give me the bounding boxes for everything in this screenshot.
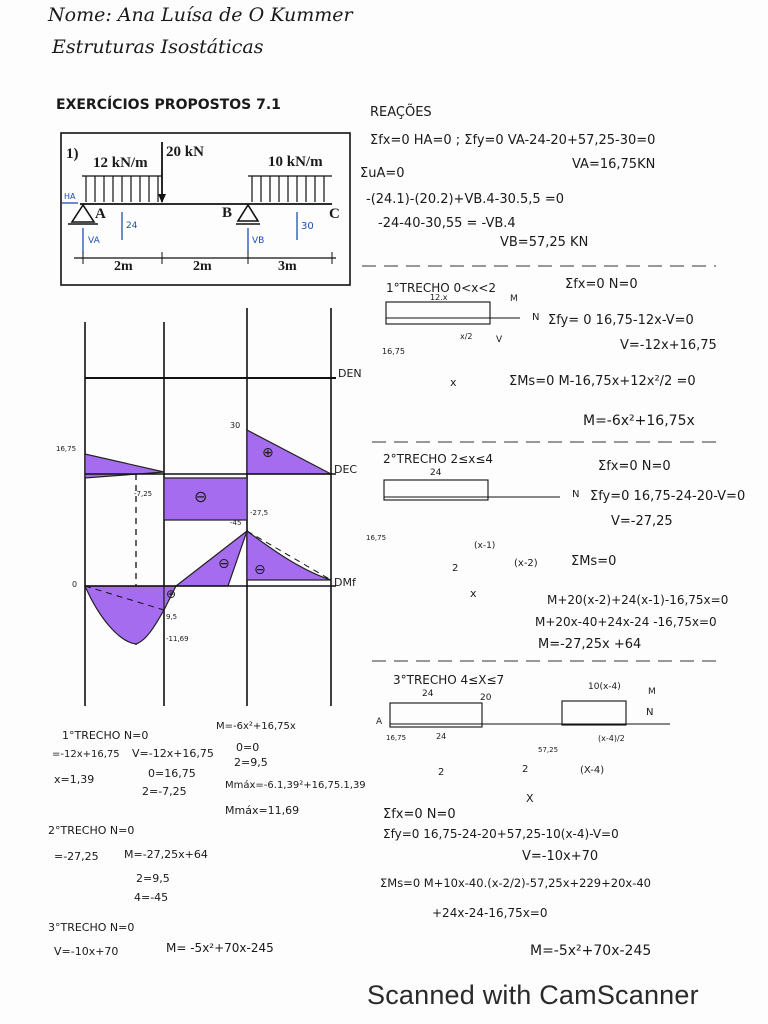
moment-1169-label: -11,69 xyxy=(166,635,189,643)
reactions-line-4: -(24.1)-(20.2)+VB.4-30.5,5 =0 xyxy=(366,192,565,207)
summary-t3-heading: 3°TRECHO N=0 xyxy=(48,921,135,934)
summary-t3-v: V=-10x+70 xyxy=(54,945,119,958)
trecho-2-eq1: M+20(x-2)+24(x-1)-16,75x=0 xyxy=(547,593,729,607)
dmf-region-1 xyxy=(85,586,164,644)
trecho-3-f24: 24 xyxy=(436,732,447,741)
trecho-3-load-24: 24 xyxy=(422,689,434,699)
reactions-line-5: -24-40-30,55 = -VB.4 xyxy=(378,216,516,231)
trecho-1-fy: Σfy= 0 16,75-12x-V=0 xyxy=(548,313,694,328)
dmf-positive-sign: ⊕ xyxy=(166,587,177,601)
trecho-2-ms: ΣMs=0 xyxy=(571,554,617,569)
course-subject: Estruturas Isostáticas xyxy=(52,36,264,58)
trecho-2-fx: Σfx=0 N=0 xyxy=(598,459,671,474)
trecho-2-two: 2 xyxy=(452,563,459,574)
distributed-load-left xyxy=(86,176,158,202)
summary-t1-m0: 0=0 xyxy=(236,741,260,754)
trecho-3-load-10: 10(x-4) xyxy=(588,682,621,692)
shear-45-label: -45 xyxy=(230,519,242,527)
trecho-3-n: N xyxy=(646,707,654,718)
summary-t1-x: x=1,39 xyxy=(54,773,95,786)
trecho-1-m: M=-6x²+16,75x xyxy=(583,413,695,429)
summary-t2-heading: 2°TRECHO N=0 xyxy=(48,824,135,837)
reactions-line-1: Σfx=0 HA=0 ; Σfy=0 VA-24-20+57,25-30=0 xyxy=(370,133,656,148)
summary-t1-m2: 2=9,5 xyxy=(234,756,268,769)
moment-0-label: 0 xyxy=(72,580,78,589)
trecho-3-mm: M xyxy=(648,687,656,697)
trecho-3-ms: ΣMs=0 M+10x-40.(x-2/2)-57,25x+229+20x-40 xyxy=(380,876,651,890)
summary-t1-mmax: Mmáx=-6.1,39²+16,75.1,39 xyxy=(225,780,366,791)
shear-2725-label: -27,5 xyxy=(250,509,269,517)
shear-30-label: 30 xyxy=(230,421,241,430)
trecho-1-heading: 1°TRECHO 0<x<2 xyxy=(386,281,497,295)
summary-t2-m: M=-27,25x+64 xyxy=(124,848,208,861)
summary-t1-v0: 0=16,75 xyxy=(148,767,196,780)
summary-t1-mmax2: Mmáx=11,69 xyxy=(225,804,300,817)
trecho-2-heading: 2°TRECHO 2≤x≤4 xyxy=(383,452,494,466)
reactions-heading: REAÇÕES xyxy=(370,105,432,120)
trecho-1-x: x xyxy=(450,376,457,389)
dec-region-3 xyxy=(247,430,331,474)
student-name: Nome: Ana Luísa de O Kummer xyxy=(48,4,353,26)
trecho-3-two-1: 2 xyxy=(438,767,445,778)
exercise-title: EXERCÍCIOS PROPOSTOS 7.1 xyxy=(56,97,281,113)
trecho-1-n: N xyxy=(532,312,540,323)
shear-1675-label: 16,75 xyxy=(56,445,77,453)
trecho-2-v: V=-27,25 xyxy=(611,514,673,529)
trecho-3-eq: +24x-24-16,75x=0 xyxy=(432,906,548,920)
node-b-label: B xyxy=(222,205,233,221)
trecho-1-mm: M xyxy=(510,294,518,304)
trecho-2-va: 16,75 xyxy=(366,534,387,542)
dmf-negative-sign-2: ⊖ xyxy=(254,562,266,578)
trecho-2-x2: (x-2) xyxy=(514,558,538,569)
trecho-2-m: M=-27,25x +64 xyxy=(538,637,642,652)
trecho-3-fy: Σfy=0 16,75-24-20+57,25-10(x-4)-V=0 xyxy=(383,827,619,841)
distributed-load-right xyxy=(252,176,324,202)
span-2-label: 2m xyxy=(193,259,212,274)
dec-negative-sign: ⊖ xyxy=(194,487,208,506)
trecho-1-va: 16,75 xyxy=(382,347,405,356)
trecho-1-fx: Σfx=0 N=0 xyxy=(565,277,638,292)
summary-t3-m: M= -5x²+70x-245 xyxy=(166,941,274,955)
point-load-label: 20 kN xyxy=(166,144,204,160)
roller-support-b xyxy=(238,205,258,221)
load-right-label: 10 kN/m xyxy=(268,154,323,170)
dmf-region-3 xyxy=(176,531,247,586)
camscanner-footer: Scanned with CamScanner xyxy=(367,980,699,1010)
summary-t2-m2: 2=9,5 xyxy=(136,872,170,885)
summary-t1-heading: 1°TRECHO N=0 xyxy=(62,729,149,742)
trecho-3-heading: 3°TRECHO 4≤X≤7 xyxy=(393,673,505,687)
summary-t1-v2b: 2=-7,25 xyxy=(142,785,187,798)
trecho-2-x1: (x-1) xyxy=(474,541,496,551)
reactions-line-6: VB=57,25 KN xyxy=(500,235,589,250)
trecho-3-v: V=-10x+70 xyxy=(522,849,599,864)
trecho-3-x4half: (x-4)/2 xyxy=(598,734,625,743)
pin-support-a xyxy=(72,205,94,222)
trecho-2-n: N xyxy=(572,489,580,500)
ha-label: HA xyxy=(64,192,76,201)
dmf-label: DMf xyxy=(334,576,356,589)
trecho-1-v: V=-12x+16,75 xyxy=(620,338,717,353)
trecho-3-m: M=-5x²+70x-245 xyxy=(530,943,652,959)
trecho-3-fx: Σfx=0 N=0 xyxy=(383,807,456,822)
force-24-label: 24 xyxy=(126,221,138,231)
node-c-label: C xyxy=(329,206,340,222)
summary-t1-v: =-12x+16,75 xyxy=(52,749,120,760)
trecho-2-x: x xyxy=(470,587,477,600)
node-a-label: A xyxy=(95,206,106,222)
dmf-negative-sign-1: ⊖ xyxy=(218,556,230,572)
trecho-3-vb: 57,25 xyxy=(538,746,559,754)
trecho-2-load: 24 xyxy=(430,468,442,478)
reactions-line-2: VA=16,75KN xyxy=(572,157,656,172)
trecho-3-x: X xyxy=(526,792,534,805)
dec-label: DEC xyxy=(334,463,358,476)
vb-label: VB xyxy=(252,236,265,246)
problem-number: 1) xyxy=(66,146,79,162)
force-30-label: 30 xyxy=(301,221,314,232)
trecho-3-load-20: 20 xyxy=(480,693,492,703)
va-label: VA xyxy=(88,236,100,246)
shear-725-label: -7,25 xyxy=(134,490,153,498)
trecho-1-vv: V xyxy=(496,335,503,345)
trecho-1-xhalf: x/2 xyxy=(460,332,473,341)
reactions-line-3: ΣuA=0 xyxy=(360,166,405,181)
trecho-2-eq2: M+20x-40+24x-24 -16,75x=0 xyxy=(535,615,717,629)
den-label: DEN xyxy=(338,367,362,380)
summary-t2-m4: 4=-45 xyxy=(134,891,169,904)
trecho-1-ms: ΣMs=0 M-16,75x+12x²/2 =0 xyxy=(509,374,696,389)
dec-positive-sign: ⊕ xyxy=(262,445,274,461)
summary-t2-v: =-27,25 xyxy=(54,850,99,863)
trecho-3-two-2: 2 xyxy=(522,764,529,775)
trecho-2-fy: Σfy=0 16,75-24-20-V=0 xyxy=(590,489,746,504)
summary-t1-m: M=-6x²+16,75x xyxy=(216,721,296,732)
trecho-3-a: A xyxy=(376,717,383,727)
span-3-label: 3m xyxy=(278,259,297,274)
span-1-label: 2m xyxy=(114,259,133,274)
moment-95-label: 9,5 xyxy=(166,613,178,621)
summary-t1-v2: V=-12x+16,75 xyxy=(132,747,214,760)
load-left-label: 12 kN/m xyxy=(93,155,148,171)
trecho-1-load: 12.x xyxy=(430,293,448,302)
trecho-3-x4: (X-4) xyxy=(580,765,605,776)
trecho-3-va: 16,75 xyxy=(386,734,407,742)
